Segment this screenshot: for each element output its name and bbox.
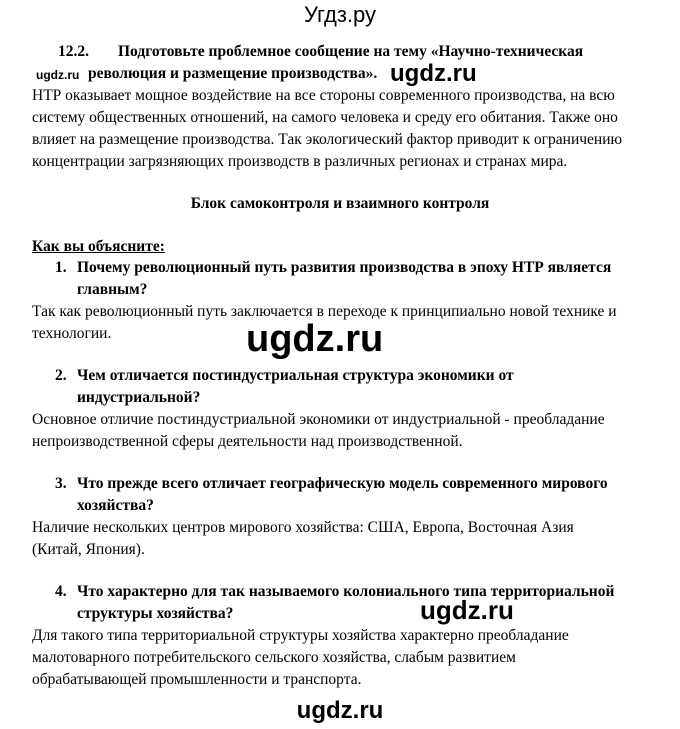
- question-1-number: 1.: [55, 259, 67, 276]
- watermark-3: ugdz.ru: [420, 595, 514, 625]
- site-title: Угдз.ру: [303, 2, 377, 27]
- answer-3-line-2: (Китай, Япония).: [32, 541, 145, 558]
- task-answer-line-4: концентрации загрязняющих производств в различных регионах и странах мира.: [32, 153, 568, 170]
- task-answer-line-2: систему общественных отношений, на самого человека и среду его обитания. Также оно: [32, 109, 618, 126]
- answer-3-line-1: Наличие нескольких центров мирового хозяйства: США, Европа, Восточная Азия: [32, 519, 574, 536]
- question-3-line-1: Что прежде всего отличает географическую модель современного мирового: [77, 475, 608, 492]
- answer-4-line-2: малотоварного потребительского сельского хозяйства, слабым развитием: [32, 649, 516, 666]
- question-1-line-2: главным?: [77, 281, 148, 298]
- task-title-line-2: революция и размещение производства».: [88, 65, 378, 82]
- question-4-line-1: Что характерно для так называемого колониального типа территориальной: [77, 583, 615, 600]
- answer-4-line-3: обрабатывающей промышленности и транспорта.: [32, 671, 362, 688]
- watermark-small: ugdz.ru: [36, 68, 80, 82]
- question-1-line-1: Почему революционный путь развития производства в эпоху НТР является: [77, 259, 612, 276]
- watermark-2: ugdz.ru: [246, 318, 384, 360]
- question-4-line-2: структуры хозяйства?: [77, 605, 234, 622]
- answer-1-line-2: технологии.: [32, 325, 112, 342]
- question-2-number: 2.: [55, 367, 67, 384]
- watermark-1: ugdz.ru: [390, 60, 477, 87]
- answer-2-line-1: Основное отличие постиндустриальной экономики от индустриальной - преобладание: [32, 411, 605, 428]
- task-number: 12.2.: [58, 43, 89, 60]
- answer-2-line-2: непроизводственной сферы деятельности над производственной.: [32, 433, 463, 450]
- question-3-line-2: хозяйства?: [77, 497, 154, 514]
- question-3-number: 3.: [55, 475, 67, 492]
- section-heading: Как вы объясните:: [32, 238, 165, 255]
- question-4-number: 4.: [55, 583, 67, 600]
- task-title-line-1: Подготовьте проблемное сообщение на тему «Научно-техническая: [118, 43, 584, 60]
- task-answer-line-1: НТР оказывает мощное воздействие на все стороны современного производства, на всю: [32, 87, 615, 104]
- watermark-footer: ugdz.ru: [296, 697, 384, 724]
- answer-1-line-1: Так как революционный путь заключается в переходе к принципиально новой технике и: [32, 303, 617, 320]
- answer-4-line-1: Для такого типа территориальной структуры хозяйства характерно преобладание: [32, 627, 569, 644]
- question-2-line-1: Чем отличается постиндустриальная структура экономики от: [77, 367, 514, 384]
- block-title: Блок самоконтроля и взаимного контроля: [190, 195, 490, 212]
- question-2-line-2: индустриальной?: [77, 389, 201, 406]
- task-answer-line-3: влияет на размещение производства. Так экологический фактор приводит к ограничению: [32, 131, 623, 148]
